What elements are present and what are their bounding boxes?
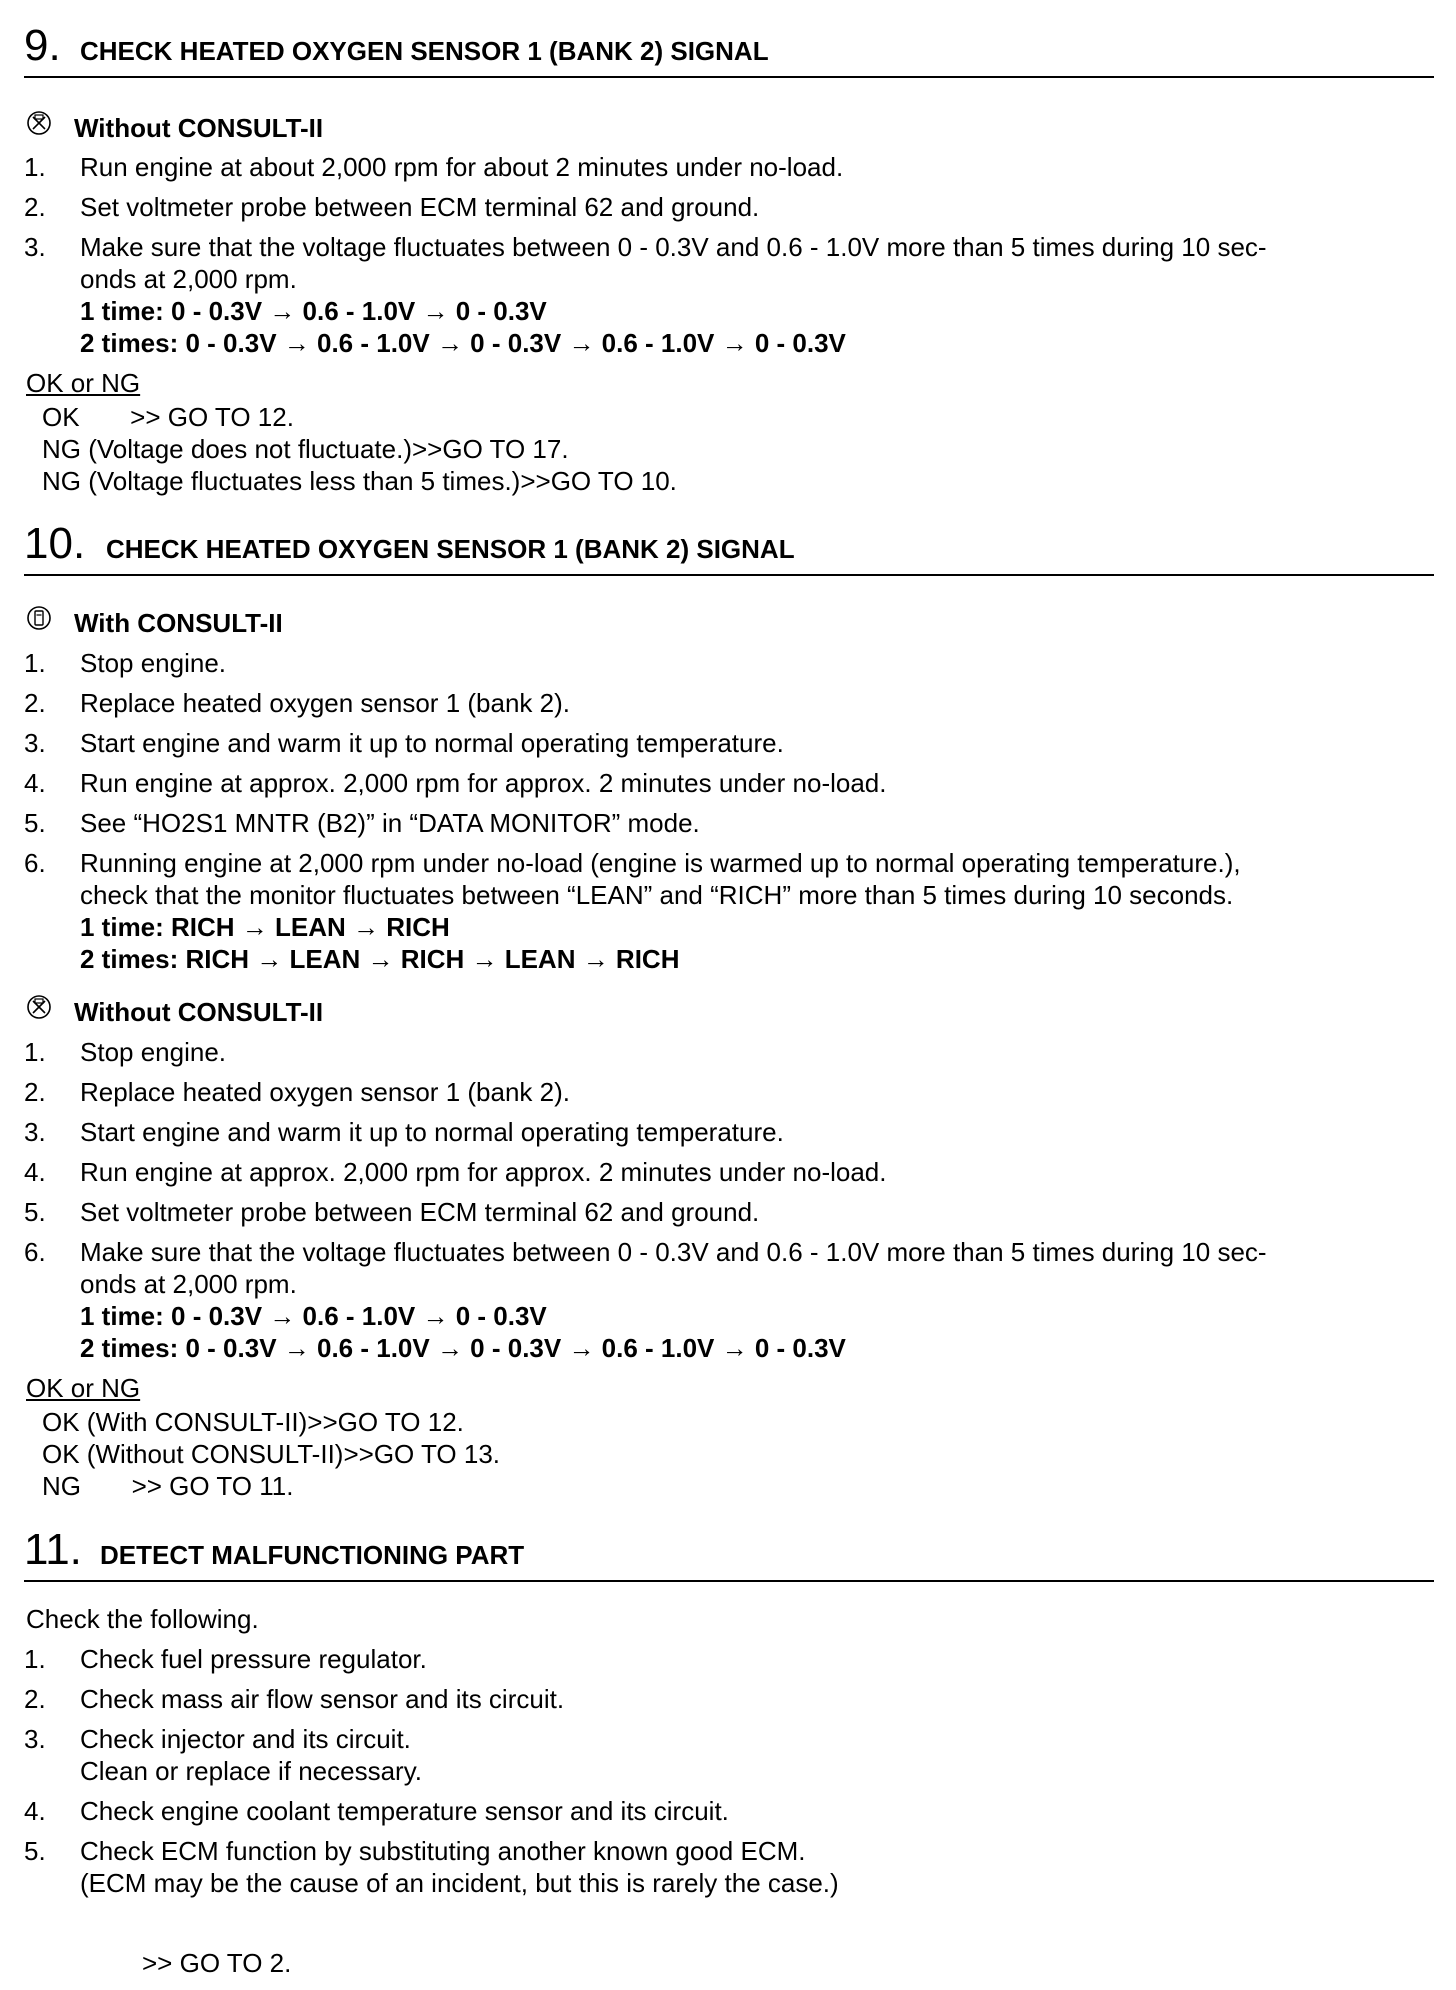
step-text: Set voltmeter probe between ECM terminal 62 and ground. (80, 1197, 760, 1227)
step-text: Make sure that the voltage fluctuates between 0 - 0.3V and 0.6 - 1.0V more than 5 times during 10 sec- (80, 1237, 1267, 1267)
step-number: 5. (24, 808, 46, 838)
step-text-cont: Clean or replace if necessary. (80, 1756, 423, 1786)
step-number: 3. (24, 1117, 46, 1147)
step-number: 4. (24, 1157, 46, 1187)
step-text: Check injector and its circuit. (80, 1724, 411, 1754)
step-text: Check mass air flow sensor and its circuit. (80, 1684, 565, 1714)
step-text: Make sure that the voltage fluctuates between 0 - 0.3V and 0.6 - 1.0V more than 5 times during 10 sec- (80, 232, 1267, 262)
step-text: Start engine and warm it up to normal operating temperature. (80, 1117, 784, 1147)
step-text: Start engine and warm it up to normal operating temperature. (80, 728, 784, 758)
step-number: 1. (24, 648, 46, 678)
step-number: 4. (24, 1796, 46, 1826)
section-11-header (24, 1526, 1434, 1582)
section-9-header (24, 22, 1434, 78)
step-text: Replace heated oxygen sensor 1 (bank 2). (80, 688, 570, 718)
section-title: CHECK HEATED OXYGEN SENSOR 1 (BANK 2) SIGNAL (106, 534, 795, 564)
mode-label: Without CONSULT-II (74, 113, 324, 143)
step-text-cont: onds at 2,000 rpm. (80, 1269, 297, 1299)
step-number: 2. (24, 688, 46, 718)
step-number: 1. (24, 152, 46, 182)
without-consult-label: Without CONSULT-II (74, 997, 324, 1027)
result-ng: NG (Voltage does not fluctuate.)>>GO TO 17. (42, 434, 569, 464)
step-text: Replace heated oxygen sensor 1 (bank 2). (80, 1077, 570, 1107)
goto-result: >> GO TO 2. (142, 1948, 292, 1978)
result-ng: NG >> GO TO 11. (42, 1471, 294, 1501)
result-ok: OK (With CONSULT-II)>>GO TO 12. (42, 1407, 464, 1437)
result-ok: OK (Without CONSULT-II)>>GO TO 13. (42, 1439, 501, 1469)
step-number: 6. (24, 848, 46, 878)
fluctuation-1-time: 1 time: 0 - 0.3V → 0.6 - 1.0V → 0 - 0.3V (80, 1301, 547, 1331)
result-ng: NG (Voltage fluctuates less than 5 times.)>>GO TO 10. (42, 466, 677, 496)
step-text: Set voltmeter probe between ECM terminal 62 and ground. (80, 192, 760, 222)
section-number: 9. (24, 21, 61, 70)
step-number: 3. (24, 232, 46, 262)
step-number: 2. (24, 1077, 46, 1107)
ok-or-ng-heading: OK or NG (26, 1373, 141, 1403)
fluctuation-1-time: 1 time: 0 - 0.3V → 0.6 - 1.0V → 0 - 0.3V (80, 296, 547, 326)
section-10-header (24, 520, 1434, 576)
step-text: Run engine at about 2,000 rpm for about 2 minutes under no-load. (80, 152, 844, 182)
step-number: 3. (24, 1724, 46, 1754)
step-text: Check fuel pressure regulator. (80, 1644, 427, 1674)
step-number: 5. (24, 1836, 46, 1866)
step-text-cont: check that the monitor fluctuates between “LEAN” and “RICH” more than 5 times during 10 seconds. (80, 880, 1234, 910)
step-number: 5. (24, 1197, 46, 1227)
meter-crossed-icon (26, 994, 52, 1020)
step-text: Run engine at approx. 2,000 rpm for approx. 2 minutes under no-load. (80, 1157, 887, 1187)
monitor-1-time: 1 time: RICH → LEAN → RICH (80, 912, 450, 942)
fluctuation-2-times: 2 times: 0 - 0.3V → 0.6 - 1.0V → 0 - 0.3V → 0.6 - 1.0V → 0 - 0.3V (80, 1333, 846, 1363)
with-consult-label: With CONSULT-II (74, 608, 283, 638)
step-number: 2. (24, 192, 46, 222)
fluctuation-2-times: 2 times: 0 - 0.3V → 0.6 - 1.0V → 0 - 0.3V → 0.6 - 1.0V → 0 - 0.3V (80, 328, 846, 358)
step-text: Check engine coolant temperature sensor and its circuit. (80, 1796, 729, 1826)
step-number: 1. (24, 1644, 46, 1674)
step-text-cont: (ECM may be the cause of an incident, but this is rarely the case.) (80, 1868, 839, 1898)
step-number: 4. (24, 768, 46, 798)
step-number: 1. (24, 1037, 46, 1067)
section-title: DETECT MALFUNCTIONING PART (100, 1540, 525, 1570)
consult-tool-icon (26, 605, 52, 631)
step-text: Running engine at 2,000 rpm under no-load (engine is warmed up to normal operating temperature.), (80, 848, 1241, 878)
step-number: 3. (24, 728, 46, 758)
meter-crossed-icon (26, 110, 52, 136)
step-number: 2. (24, 1684, 46, 1714)
section-number: 10. (24, 519, 86, 568)
step-text: Stop engine. (80, 1037, 227, 1067)
step-text: See “HO2S1 MNTR (B2)” in “DATA MONITOR” mode. (80, 808, 700, 838)
ok-or-ng-heading: OK or NG (26, 368, 141, 398)
result-ok: OK >> GO TO 12. (42, 402, 294, 432)
step-number: 6. (24, 1237, 46, 1267)
monitor-2-times: 2 times: RICH → LEAN → RICH → LEAN → RICH (80, 944, 680, 974)
step-text-cont: onds at 2,000 rpm. (80, 264, 297, 294)
step-text: Check ECM function by substituting another known good ECM. (80, 1836, 806, 1866)
section-number: 11. (24, 1525, 82, 1574)
step-text: Stop engine. (80, 648, 227, 678)
section-title: CHECK HEATED OXYGEN SENSOR 1 (BANK 2) SIGNAL (80, 36, 769, 66)
step-text: Run engine at approx. 2,000 rpm for approx. 2 minutes under no-load. (80, 768, 887, 798)
check-intro: Check the following. (26, 1604, 259, 1634)
